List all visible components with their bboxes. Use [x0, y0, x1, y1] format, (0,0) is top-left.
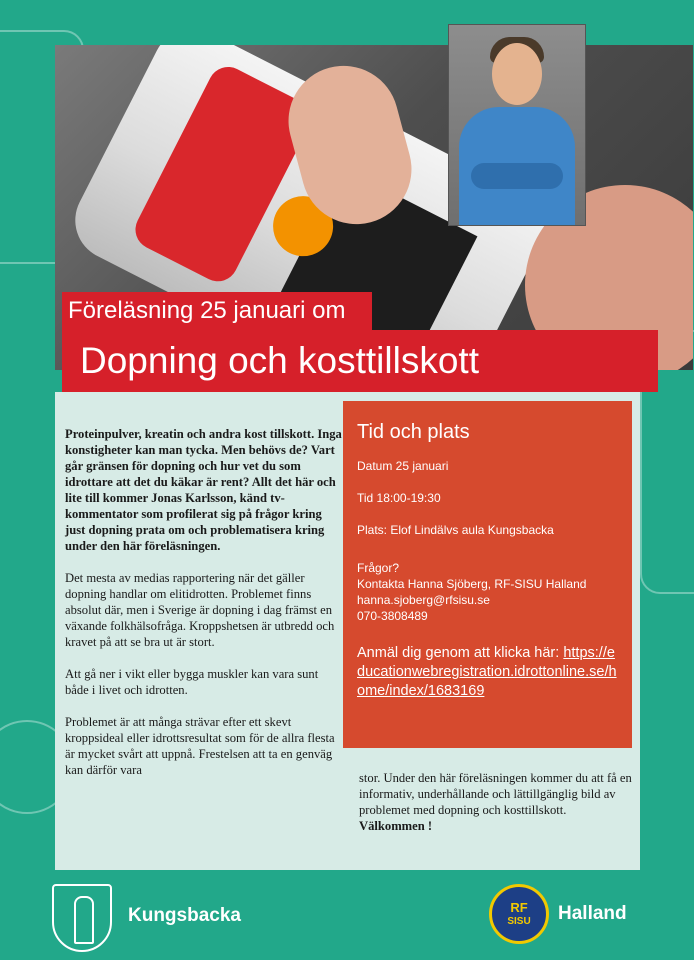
- welcome-text: Välkommen !: [359, 819, 433, 833]
- rf-logo-top: RF: [510, 900, 528, 915]
- time-and-place-box: [343, 401, 632, 748]
- intro-paragraph: Proteinpulver, kreatin och andra kost tillskott. Inga konstigheter kan man tycka. Men behövs de? Vart går gränsen för dopning och hur vet du som idrottare att det du käkar är rent? Allt det här och lite till kommer Jonas Karlsson, känd tv-kommentator som profilerat sig på frågor kring just dopning prata om och problematisera kring under den här föreläsningen.: [65, 427, 342, 553]
- info-heading: Tid och plats: [357, 421, 470, 443]
- halland-logo-text: Halland: [558, 903, 627, 924]
- kungsbacka-logo-text: Kungsbacka: [128, 905, 241, 926]
- rf-sisu-logo-icon: [489, 884, 549, 944]
- rf-logo-bottom: SISU: [507, 916, 531, 927]
- event-time: Tid 18:00-19:30: [357, 491, 441, 505]
- questions-label: Frågor?: [357, 561, 400, 575]
- continuation-paragraph: stor. Under den här föreläsningen kommer du att få en informativ, underhållande och lättillgänglig bild av problemet med dopning och kosttillskott.: [359, 771, 632, 817]
- intro-text: [65, 426, 345, 794]
- event-subtitle: Föreläsning 25 januari om: [62, 292, 372, 330]
- registration-text: [357, 644, 618, 701]
- continuation-text: [359, 770, 639, 834]
- contact-phone: 070-3808489: [357, 609, 428, 623]
- speaker-portrait: [448, 24, 586, 226]
- event-title: Dopning och kosttillskott: [62, 330, 658, 392]
- media-paragraph: Det mesta av medias rapportering när det gäller dopning handlar om elitidrotten. Problemet finns absolut där, men i Sverige är dopning i dag främst en växande folkhälsofråga. Kroppshetsen är utbredd och kravet på att se bra ut är stort.: [65, 571, 335, 649]
- register-prompt: Anmäl dig genom att klicka här:: [357, 645, 564, 661]
- problem-paragraph: Problemet är att många strävar efter ett skevt kroppsideal eller idrottsresultat som för de allra flesta är mycket svårt att uppnå. Frestelsen att ta en genväg kan därför vara: [65, 715, 335, 777]
- contact-email: hanna.sjoberg@rfsisu.se: [357, 593, 490, 607]
- health-paragraph: Att gå ner i vikt eller bygga muskler kan vara sunt både i livet och idrotten.: [65, 667, 319, 697]
- registration-link[interactable]: https://educationwebregistration.idrottonline.se/home/index/1683169: [357, 645, 617, 699]
- event-place: Plats: Elof Lindälvs aula Kungsbacka: [357, 523, 554, 537]
- contact-name: Kontakta Hanna Sjöberg, RF-SISU Halland: [357, 577, 587, 591]
- kungsbacka-shield-icon: [52, 884, 112, 952]
- event-date: Datum 25 januari: [357, 459, 449, 473]
